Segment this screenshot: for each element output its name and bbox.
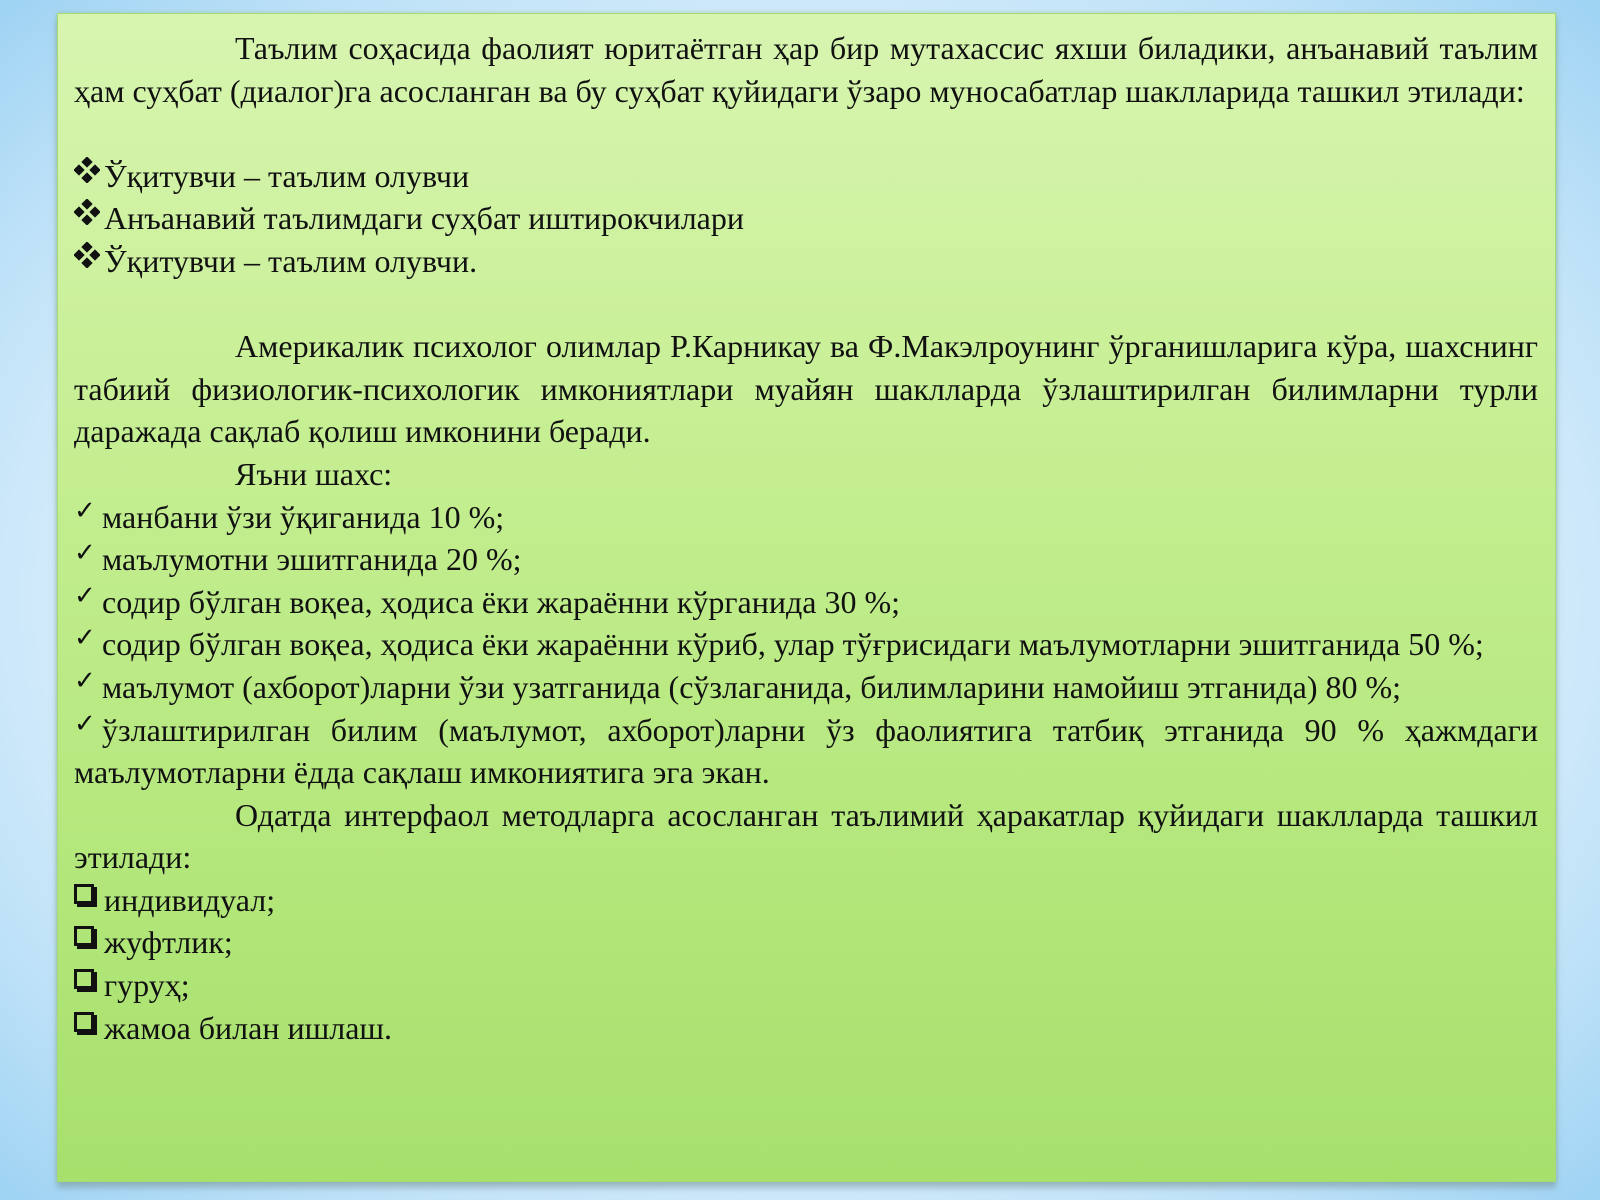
list-item [74, 240, 1538, 283]
list-item [74, 623, 1538, 666]
square-bullet-icon [74, 923, 104, 953]
research-paragraph: Америкалик психолог олимлар Р.Карникау ва Ф.Макэлроунинг ўрганишларига кўра, шахснинг табиий физиологик-психологик имкониятлари муайян шаклларда ўзлаштирилган билимларни турли даражада сақлаб қолиш имконини беради. [74, 328, 1538, 450]
spacer [74, 283, 1538, 326]
list-item-label: Анъанавий таълимдаги суҳбат иштирокчилари [104, 200, 744, 237]
list-item [74, 879, 1538, 922]
square-bullet-icon [74, 881, 104, 911]
list-item-label: маълумотни эшитганида 20 %; [102, 541, 522, 578]
checkmark-icon: ✓ [74, 580, 96, 611]
person-paragraph: Яъни шахс: [235, 455, 393, 492]
list-item-label: Ўқитувчи – таълим олувчи. [104, 242, 478, 279]
diamond-bullet-icon [74, 157, 104, 190]
diamond-bullet-icon [74, 199, 104, 232]
slide-content-panel [57, 13, 1556, 1182]
interactive-paragraph: Одатда интерфаол методларга асосланган таълимий ҳаракатлар қуйидаги шаклларда ташкил этилади: [74, 796, 1538, 876]
document-text [74, 27, 1538, 1049]
list-item [74, 581, 1538, 624]
square-bullet-icon [74, 1009, 104, 1039]
list-item [74, 197, 1538, 240]
list-item-label: жуфтлик; [104, 924, 233, 961]
list-item [74, 538, 1538, 581]
list-item-label: жамоа билан ишлаш. [104, 1009, 393, 1046]
list-item [74, 666, 1538, 709]
checkmark-icon: ✓ [74, 538, 96, 569]
checkmark-icon: ✓ [74, 623, 96, 654]
list-item-label: манбани ўзи ўқиганида 10 %; [102, 498, 505, 535]
list-item-label: индивидуал; [104, 881, 276, 918]
list-item [74, 964, 1538, 1007]
list-item-label: Ўқитувчи – таълим олувчи [104, 157, 470, 194]
list-item-label: маълумот (ахборот)ларни ўзи узатганида (сўзлаганида, билимларини намойиш этганида) 80 %; [102, 668, 1402, 705]
list-item [74, 496, 1538, 539]
list-item [74, 921, 1538, 964]
list-item-label: ўзлаштирилган билим (маълумот, ахборот)ларни ўз фаолиятига татбиқ этганида 90 % ҳажмдаги маълумотларни ёдда сақлаш имкониятига эга экан. [74, 711, 1538, 791]
square-bullet-icon [74, 966, 104, 996]
spacer [74, 112, 1538, 155]
list-item-label: гуруҳ; [104, 967, 190, 1004]
checkmark-icon: ✓ [74, 665, 96, 696]
list-item [74, 709, 1538, 794]
checkmark-icon: ✓ [74, 495, 96, 526]
list-item [74, 1007, 1538, 1050]
intro-paragraph: Таълим соҳасида фаолият юритаётган ҳар бир мутахассис яхши биладики, анъанавий таълим ҳам суҳбат (диалог)га асосланган ва бу суҳбат қуйидаги ўзаро муносабатлар шаклларида ташкил этилади: [74, 30, 1538, 109]
list-item-label: содир бўлган воқеа, ҳодиса ёки жараённи кўрганида 30 %; [102, 583, 901, 620]
diamond-bullet-icon [74, 242, 104, 275]
checkmark-icon: ✓ [74, 708, 96, 739]
list-item [74, 155, 1538, 198]
list-item-label: содир бўлган воқеа, ҳодиса ёки жараённи кўриб, улар тўғрисидаги маълумотларни эшитганида 50 %; [102, 626, 1484, 663]
